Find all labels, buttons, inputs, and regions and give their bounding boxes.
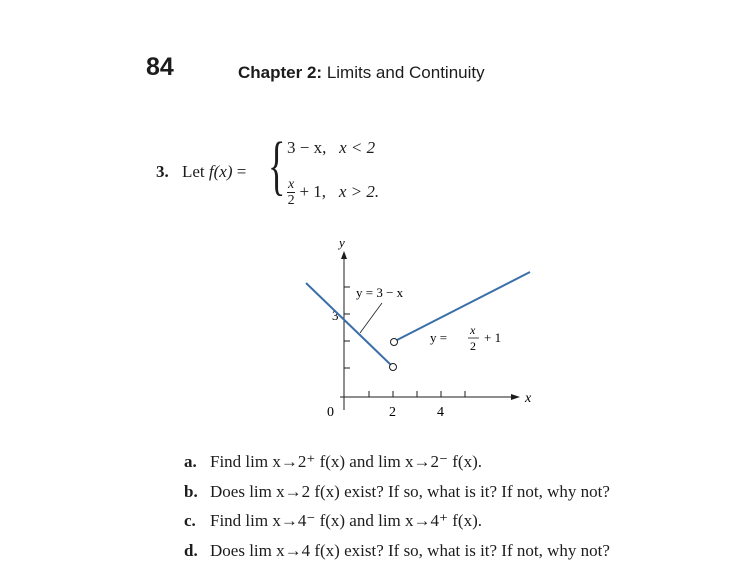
question-text: Find lim x→2⁺ f(x) and lim x→2⁻ f(x). <box>210 452 482 471</box>
question-c <box>184 511 482 531</box>
question-b <box>184 482 610 502</box>
x-ticks <box>369 391 465 397</box>
open-circle-lower <box>390 364 397 371</box>
case2-frac-den: 2 <box>287 193 295 208</box>
origin-label: 0 <box>327 405 334 420</box>
y-tick-label-3: 3 <box>332 308 339 323</box>
y-axis-label: y <box>339 235 345 250</box>
line2-label-left: y = <box>430 330 448 345</box>
page-number: 84 <box>146 53 174 81</box>
y-ticks <box>344 287 350 368</box>
question-letter: c. <box>184 511 196 530</box>
line2-label-right: + 1 <box>484 330 502 345</box>
line-x-over-2-plus-1 <box>397 272 530 340</box>
question-text: Does lim x→2 f(x) exist? If so, what is it? If not, why not? <box>210 482 610 501</box>
question-letter: b. <box>184 482 198 501</box>
x-tick-label-2: 2 <box>389 405 396 420</box>
open-circle-upper <box>391 339 398 346</box>
question-text: Find lim x→4⁻ f(x) and lim x→4⁺ f(x). <box>210 511 482 530</box>
case1-expression: 3 − x, <box>287 138 327 157</box>
case2-expression-tail: + 1, <box>299 181 327 201</box>
function-name: f(x) <box>208 162 233 181</box>
chapter-label: Chapter 2: <box>238 63 323 82</box>
line2-frac-num: x <box>470 323 476 337</box>
case2-frac-num: x <box>288 177 295 192</box>
line1-label-pointer <box>360 303 382 333</box>
x-tick-label-4: 4 <box>437 405 444 420</box>
x-axis-label: x <box>525 391 532 406</box>
question-text: Does lim x→4 f(x) exist? If so, what is it? If not, why not? <box>210 541 610 560</box>
case1-condition: x < 2 <box>339 138 376 157</box>
question-d <box>184 541 610 561</box>
y-axis-arrow-icon <box>341 251 347 259</box>
piecewise-brace: { <box>268 129 286 202</box>
line1-label: y = 3 − x <box>356 285 404 300</box>
question-letter: a. <box>184 452 197 471</box>
question-letter: d. <box>184 541 198 560</box>
equals-sign: = <box>236 162 247 181</box>
question-a <box>184 452 482 472</box>
chapter-title: Limits and Continuity <box>326 63 485 82</box>
case2-condition: x > 2. <box>338 181 380 201</box>
lead-text: Let <box>182 162 205 181</box>
x-axis-arrow-icon <box>511 394 520 400</box>
line2-frac-den: 2 <box>470 339 476 353</box>
problem-number: 3. <box>156 162 169 181</box>
